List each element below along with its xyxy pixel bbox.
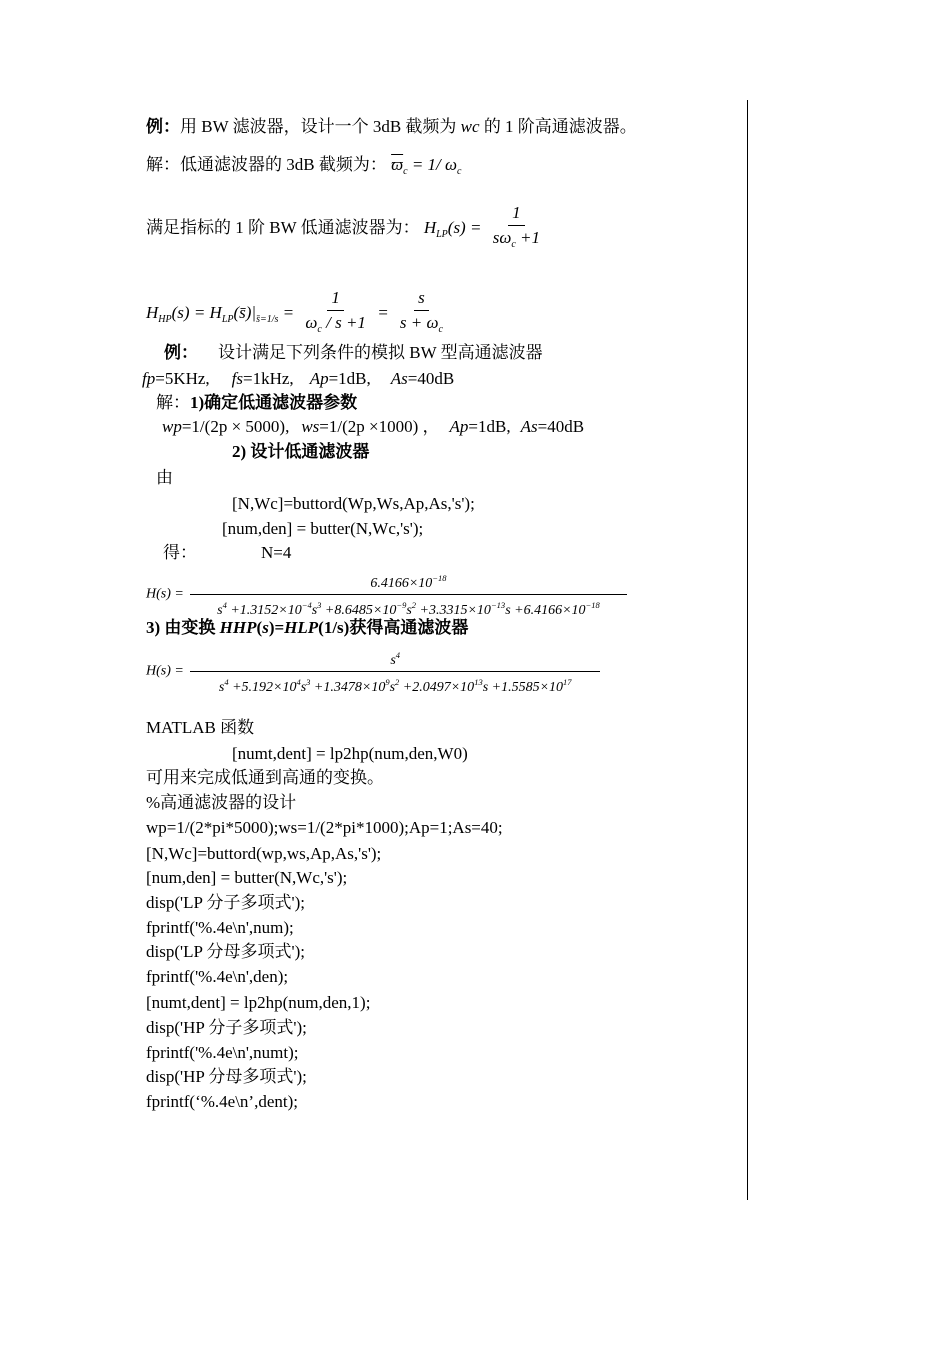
by-text: 由 bbox=[156, 468, 173, 487]
step2-heading: 2) 设计低通滤波器 bbox=[232, 442, 370, 461]
code-line: disp('HP 分子多项式'); bbox=[146, 1018, 307, 1037]
hp-transform-equation: $H_{HP}(s)$ = $H_{LP}(s̄)|_{s̄=1/s}$ = $\frac{1}{\omega_c / s +1}$ = $\frac{s}{s + \omega_c}$ bbox=[146, 288, 443, 335]
example1-text-b: 的 1 阶高通滤波器。 bbox=[479, 117, 637, 136]
code-line: wp=1/(2*pi*5000);ws=1/(2*pi*1000);Ap=1;As=40; bbox=[146, 818, 503, 837]
code-line: disp('HP 分母多项式'); bbox=[146, 1067, 307, 1086]
code-line: fprintf('%.4e\n',num); bbox=[146, 918, 294, 937]
lp-prototype-equation: $H_{LP}(s)$ = $\frac{1}{s\omega_c +1}$ bbox=[423, 203, 541, 250]
solution1-text: 解：低通滤波器的 3dB 截频为： bbox=[146, 155, 387, 174]
code-line: %高通滤波器的设计 bbox=[146, 793, 297, 812]
lp-prototype-line bbox=[146, 203, 547, 255]
spec-line: fp=5KHz, fs=1kHz, Ap=1dB, As=40dB bbox=[142, 369, 455, 388]
cutoff-equation: $\overline{ϖ}_c = 1/$ $\omega_c$ bbox=[391, 155, 462, 177]
matlab-desc: 可用来完成低通到高通的变换。 bbox=[146, 768, 384, 787]
code-line: fprintf(‘%.4e\n’,dent); bbox=[146, 1092, 298, 1111]
matlab-call: [numt,dent] = lp2hp(num,den,W0) bbox=[232, 744, 468, 763]
code-butter: [num,den] = butter(N,Wc,'s'); bbox=[222, 519, 424, 538]
step3-heading: 3) 由变换 HHP(s)=HLP(1/s)获得高通滤波器 bbox=[146, 618, 469, 637]
matlab-title: MATLAB 函数 bbox=[146, 718, 255, 737]
order-result: N=4 bbox=[261, 543, 292, 562]
code-line: disp('LP 分母多项式'); bbox=[146, 942, 305, 961]
lp-transfer-function: H(s) = $6.4166\times 10^{-18}$ $s^4 +1.3152\times 10^{-4}s^3 +8.6485\times 10^{-9}s^2 +3.3315\times 10^{-13}s +6.4166\times 10^{-18}$ bbox=[146, 570, 630, 619]
code-line: fprintf('%.4e\n',numt); bbox=[146, 1043, 299, 1062]
example1-text-a: 用 BW 滤波器，设计一个 3dB 截频为 bbox=[180, 117, 461, 136]
code-line: fprintf('%.4e\n',den); bbox=[146, 967, 289, 986]
code-line: [num,den] = butter(N,Wc,'s'); bbox=[146, 868, 348, 887]
example-label: 例： bbox=[146, 117, 180, 136]
example2-line bbox=[164, 342, 543, 364]
solution1-line bbox=[146, 154, 461, 183]
params-line: wp=1/(2p × 5000), ws=1/(2p ×1000) ， Ap=1dB, As=40dB bbox=[162, 417, 585, 436]
example1-line bbox=[146, 116, 637, 138]
lp-prototype-text: 满足指标的 1 阶 BW 低通滤波器为： bbox=[146, 217, 420, 237]
example2-text: 设计满足下列条件的模拟 BW 型高通滤波器 bbox=[218, 343, 543, 362]
margin-rule bbox=[747, 100, 748, 1200]
hp-transfer-function: H(s) = $\frac{s^4}{s^4 +5.192\times 10^4s^3 +1.3478\times 10^9s^2 +2.0497\times 10^{13}s +1.5585\times 10^{17}}$ bbox=[146, 647, 603, 696]
example2-label: 例： bbox=[164, 343, 198, 362]
step1-heading: 1)确定低通滤波器参数 bbox=[190, 393, 358, 412]
step1-line: 解：1)确定低通滤波器参数 bbox=[156, 393, 358, 412]
code-line: [numt,dent] = lp2hp(num,den,1); bbox=[146, 993, 371, 1012]
code-line: [N,Wc]=buttord(wp,ws,Ap,As,'s'); bbox=[146, 844, 382, 863]
result-line: 得： N=4 bbox=[163, 543, 292, 562]
code-buttord: [N,Wc]=buttord(Wp,Ws,Ap,As,'s'); bbox=[232, 494, 475, 513]
example1-wc: wc bbox=[460, 117, 480, 136]
code-line: disp('LP 分子多项式'); bbox=[146, 893, 305, 912]
